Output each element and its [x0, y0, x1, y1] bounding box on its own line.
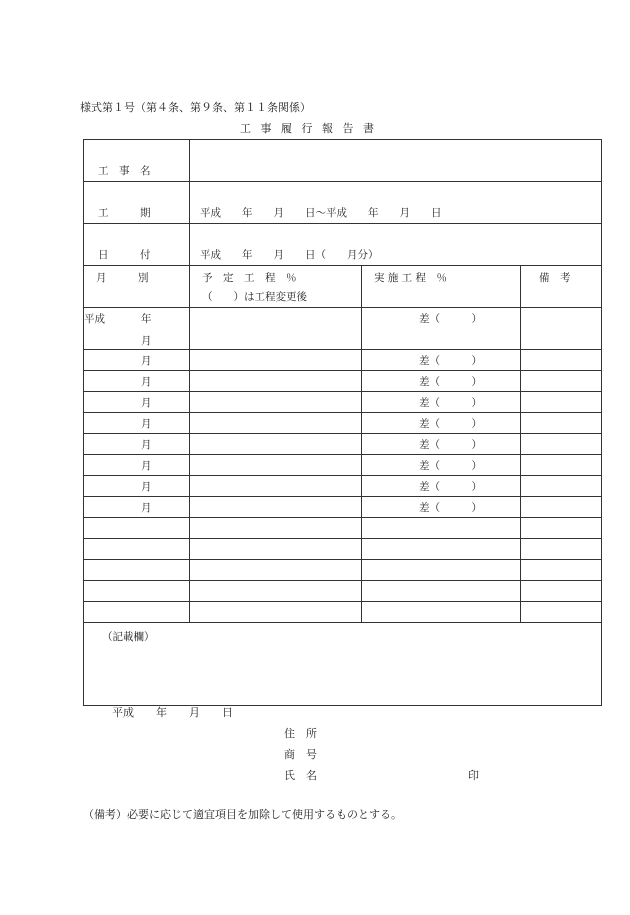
actual-cell	[362, 581, 521, 602]
report-table	[83, 139, 602, 706]
actual-cell	[362, 539, 521, 560]
signature-trade-name-label: 商 号	[284, 748, 317, 761]
month-cell	[84, 539, 190, 560]
construction-name-label: 工 事 名	[84, 140, 190, 182]
planned-cell	[190, 497, 362, 518]
actual-cell: 差（ ）	[362, 371, 521, 392]
planned-cell	[190, 518, 362, 539]
remarks-column-header: 備 考	[521, 266, 602, 308]
signature-name-label: 氏 名	[284, 769, 317, 782]
remarks-cell	[521, 392, 602, 413]
report-date-label: 日 付	[84, 224, 190, 266]
actual-cell: 差（ ）	[362, 413, 521, 434]
remarks-cell	[521, 560, 602, 581]
actual-cell: 差（ ）	[362, 455, 521, 476]
month-cell	[84, 518, 190, 539]
table-row	[84, 350, 602, 371]
empty-row	[84, 602, 602, 623]
remarks-cell	[521, 581, 602, 602]
form-number: 様式第１号（第４条、第９条、第１１条関係）	[80, 101, 311, 114]
construction-name-value	[190, 140, 602, 182]
month-cell: 月	[84, 434, 190, 455]
empty-row	[84, 518, 602, 539]
row-report-date	[84, 224, 602, 266]
remarks-cell	[521, 602, 602, 623]
construction-period-label: 工 期	[84, 182, 190, 224]
month-cell: 月	[84, 350, 190, 371]
planned-column-header: 予 定 工 程 ％ （ ）は工程変更後	[190, 266, 362, 308]
month-cell: 月	[84, 476, 190, 497]
form-title: 工 事 履 行 報 告 書	[240, 122, 374, 135]
month-column-header: 月 別	[84, 266, 190, 308]
actual-cell	[362, 560, 521, 581]
remarks-cell	[521, 518, 602, 539]
planned-cell	[190, 350, 362, 371]
remarks-entry-area: （記載欄）	[84, 623, 602, 706]
planned-cell	[190, 455, 362, 476]
table-row	[84, 371, 602, 392]
actual-cell: 差（ ）	[362, 392, 521, 413]
remarks-cell	[521, 350, 602, 371]
planned-cell	[190, 371, 362, 392]
remarks-cell	[521, 455, 602, 476]
planned-cell	[190, 476, 362, 497]
month-cell	[84, 581, 190, 602]
actual-cell: 差（ ）	[362, 434, 521, 455]
planned-change-note: （ ）は工程変更後	[202, 291, 307, 303]
planned-cell	[190, 560, 362, 581]
remarks-row	[84, 623, 602, 706]
planned-cell	[190, 308, 362, 350]
actual-cell: 差（ ）	[362, 308, 521, 350]
table-row	[84, 413, 602, 434]
empty-row	[84, 581, 602, 602]
planned-cell	[190, 581, 362, 602]
remarks-cell	[521, 434, 602, 455]
month-cell: 月	[84, 455, 190, 476]
actual-cell: 差（ ）	[362, 350, 521, 371]
seal-mark: 印	[468, 769, 479, 782]
planned-cell	[190, 434, 362, 455]
remarks-cell	[521, 371, 602, 392]
remarks-cell	[521, 497, 602, 518]
submission-date: 平成 年 月 日	[112, 706, 233, 719]
report-date-value: 平成 年 月 日（ 月分）	[190, 224, 602, 266]
actual-cell	[362, 602, 521, 623]
month-cell: 月	[84, 371, 190, 392]
planned-cell	[190, 539, 362, 560]
month-cell: 平成 年 月	[84, 308, 190, 350]
signature-address-label: 住 所	[284, 727, 317, 740]
footnote: （備考）必要に応じて適宜項目を加除して使用するものとする。	[83, 808, 402, 821]
remarks-cell	[521, 413, 602, 434]
table-row	[84, 308, 602, 350]
row-construction-period	[84, 182, 602, 224]
column-header-row	[84, 266, 602, 308]
empty-row	[84, 560, 602, 581]
month-cell: 月	[84, 413, 190, 434]
actual-cell: 差（ ）	[362, 476, 521, 497]
planned-cell	[190, 602, 362, 623]
table-row	[84, 497, 602, 518]
remarks-cell	[521, 539, 602, 560]
month-cell	[84, 560, 190, 581]
planned-cell	[190, 413, 362, 434]
actual-cell	[362, 518, 521, 539]
empty-row	[84, 539, 602, 560]
actual-column-header: 実 施 工 程 ％	[362, 266, 521, 308]
table-row	[84, 392, 602, 413]
remarks-cell	[521, 308, 602, 350]
month-cell	[84, 602, 190, 623]
row-construction-name	[84, 140, 602, 182]
table-row	[84, 455, 602, 476]
month-cell: 月	[84, 497, 190, 518]
planned-cell	[190, 392, 362, 413]
remarks-cell	[521, 476, 602, 497]
month-cell: 月	[84, 392, 190, 413]
actual-cell: 差（ ）	[362, 497, 521, 518]
table-row	[84, 434, 602, 455]
table-row	[84, 476, 602, 497]
construction-period-value: 平成 年 月 日～平成 年 月 日	[190, 182, 602, 224]
